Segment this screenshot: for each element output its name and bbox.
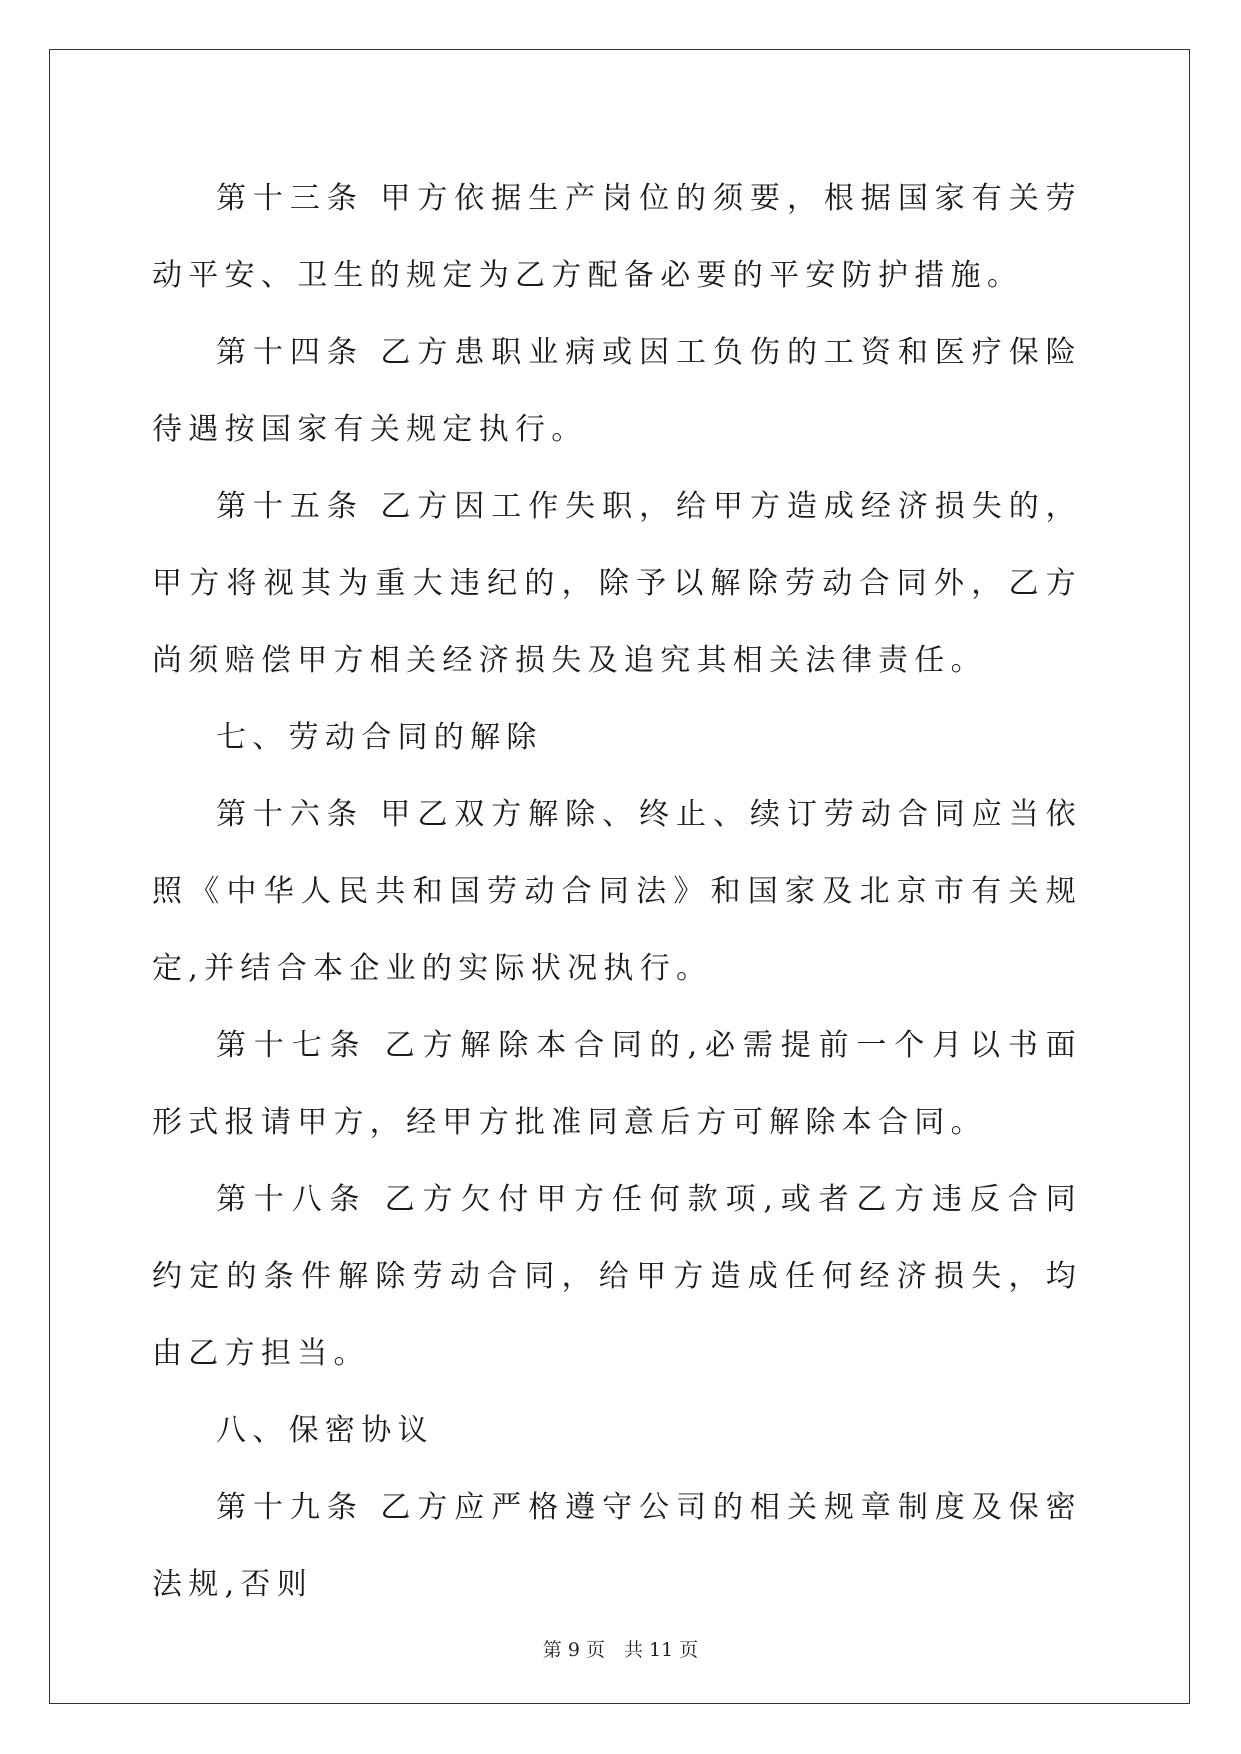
article-16: 第十六条 甲乙双方解除、终止、续订劳动合同应当依照《中华人民共和国劳动合同法》和国家及北京市有关规定,并结合本企业的实际状况执行。 <box>152 797 1082 986</box>
article-19: 第十九条 乙方应严格遵守公司的相关规章制度及保密法规,否则 <box>152 1490 1082 1602</box>
section-heading-termination: 七、劳动合同的解除 <box>216 720 543 755</box>
page-number: 第 9 页 共 11 页 <box>542 1639 699 1661</box>
article-14: 第十四条 乙方患职业病或因工负伤的工资和医疗保险待遇按国家有关规定执行。 <box>152 335 1082 447</box>
document-body <box>152 160 1082 1623</box>
article-13: 第十三条 甲方依据生产岗位的须要，根据国家有关劳动平安、卫生的规定为乙方配备必要的平安防护措施。 <box>152 181 1082 293</box>
section-heading-confidentiality: 八、保密协议 <box>216 1413 434 1448</box>
article-18: 第十八条 乙方欠付甲方任何款项,或者乙方违反合同约定的条件解除劳动合同，给甲方造成任何经济损失，均由乙方担当。 <box>152 1182 1082 1371</box>
article-17: 第十七条 乙方解除本合同的,必需提前一个月以书面形式报请甲方，经甲方批准同意后方可解除本合同。 <box>152 1028 1082 1140</box>
article-15: 第十五条 乙方因工作失职，给甲方造成经济损失的，甲方将视其为重大违纪的，除予以解除劳动合同外，乙方尚须赔偿甲方相关经济损失及追究其相关法律责任。 <box>152 489 1082 678</box>
